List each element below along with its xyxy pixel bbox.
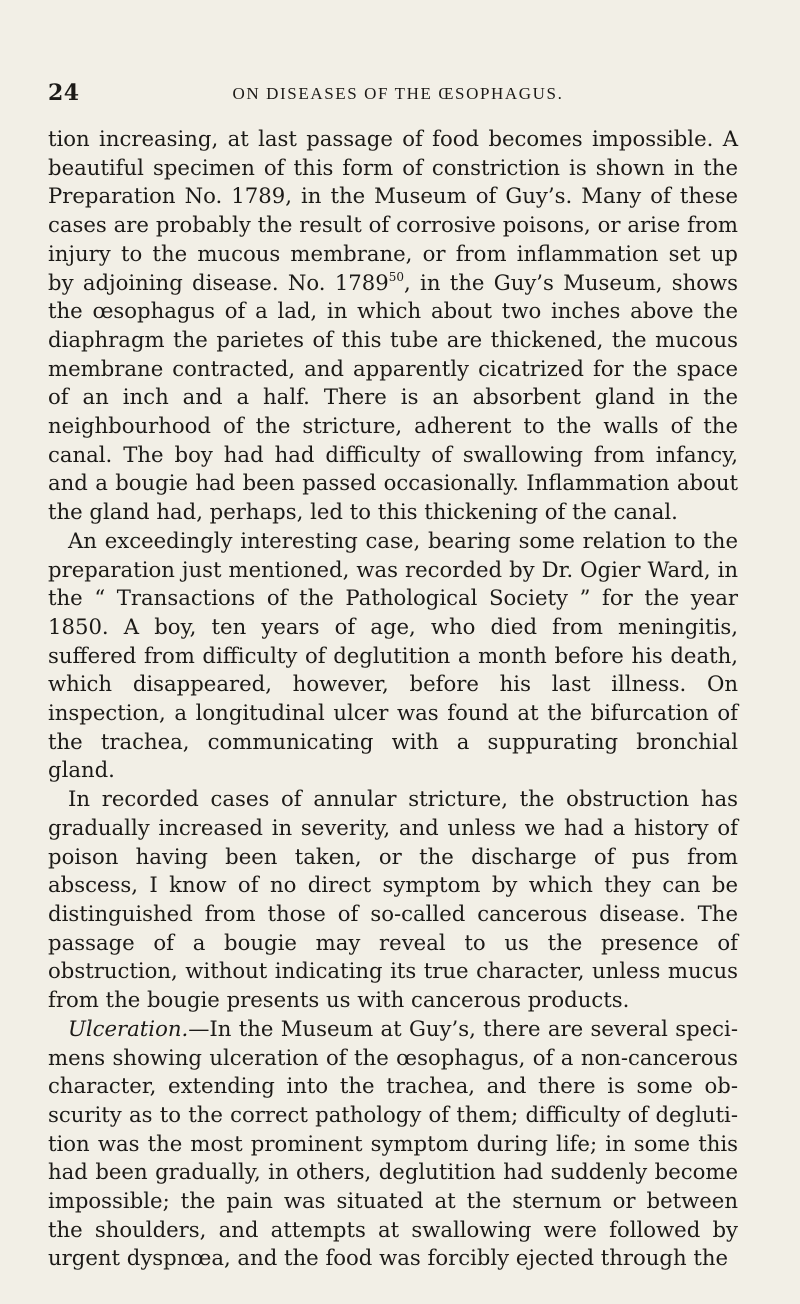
running-title: ON DISEASES OF THE ŒSOPHAGUS.: [232, 84, 564, 103]
paragraph-2: An exceedingly interesting case, bearing some relation to the preparation just mentioned, was recorded by Dr. Ogier Ward, in the “ Transactions of the Pathological Society ” for the year 1850. A boy, ten years of age, who died from meningitis, suffered from difficulty of deglutition a month before his death, which disappeared, however, before his last illness. On inspection, a longitudinal ulcer was found at the bifurcation of the trachea, communicating with a suppurating bronchial gland.: [48, 527, 738, 783]
specimen-superscript: 50: [388, 269, 405, 284]
paragraph-4-text: —In the Museum at Guy’s, there are several specimens showing ulceration of the œsophagus, of a non-cancerous character, extending into the trachea, and there is some obscurity as to the correct pathology of them; difficulty of deglutition was the most prominent symptom during life; in some this had been gradually, in others, deglutition had suddenly become impossible; the pain was situated at the sternum or between the shoulders, and attempts at swallowing were followed by urgent dyspnœa, and the food was forcibly ejected through the: [48, 1015, 738, 1271]
paragraph-1-text-start: tion increasing, at last passage of food becomes impossible. A beautiful specimen of this form of constriction is shown in the Preparation No. 1789, in the Museum of Guy’s. Many of these cases are probably the result of corrosive poisons, or arise from injury to the mucous membrane, or from inflammation set up by adjoining disease. No. 1789: [48, 126, 738, 295]
page-body: [48, 125, 738, 1273]
page-header: [48, 80, 738, 110]
paragraph-1-text-end: , in the Guy’s Museum, shows the œsophagus of a lad, in which about two inches above the diaphragm the parietes of this tube are thickened, the mucous membrane contracted, and apparently cicatrized for the space of an inch and a half. There is an absorbent gland in the neighbourhood of the stricture, adherent to the walls of the canal. The boy had had difficulty of swallowing from infancy, and a bougie had been passed occasionally. Inflammation about the gland had, perhaps, led to this thickening of the canal.: [48, 269, 739, 525]
paragraph-3: In recorded cases of annular stricture, the obstruction has gradually increased in severity, and unless we had a history of poison having been taken, or the discharge of pus from abscess, I know of no direct symptom by which they can be distinguished from those of so-called cancerous disease. The passage of a bougie may reveal to us the presence of obstruction, without indicating its true character, unless mucus from the bougie presents us with cancerous products.: [48, 786, 738, 1013]
page-number: 24: [48, 80, 80, 106]
paragraph-4: [48, 1015, 738, 1273]
paragraph-1: [48, 125, 738, 527]
section-heading-ulceration: Ulceration.: [68, 1015, 189, 1041]
